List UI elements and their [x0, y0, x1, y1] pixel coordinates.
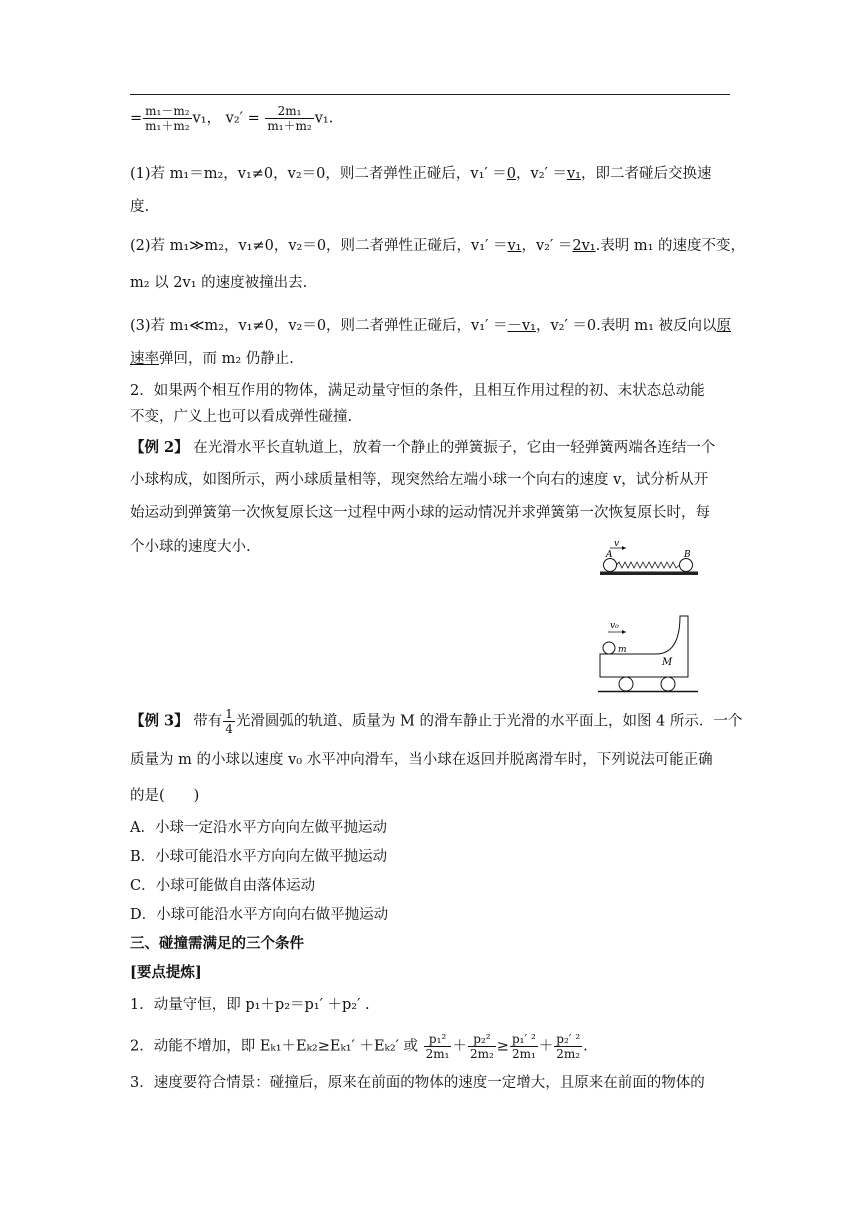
section-3-title: 三、碰撞需满足的三个条件	[130, 935, 304, 952]
case-3-answer-2: 原	[716, 318, 732, 334]
energy-fraction-2: $\frac{\text{p₂²}}{\text{2m₂}}$	[469, 1032, 494, 1061]
cart-wheel-left	[619, 677, 633, 691]
paragraph-2-line-1: 2．如果两个相互作用的物体，满足动量守恒的条件，且相互作用过程的初、末状态总动能	[130, 383, 705, 399]
header-rule	[130, 94, 730, 95]
v0-arrowhead	[622, 630, 626, 634]
option-a: A．小球一定沿水平方向向左做平抛运动	[130, 820, 387, 836]
example-3-tag: 【例 3】	[130, 712, 189, 730]
quarter-fraction: $\frac{1}{4}$	[225, 707, 233, 736]
example-2-line-3: 始运动到弹簧第一次恢复原长这一过程中两小球的运动情况并求弹簧第一次恢复原长时，每	[130, 505, 710, 521]
case-2-line-1: (2)若 m₁≫m₂，v₁≠0，v₂＝0，则二者弹性正碰后，v₁′ ＝v₁，v₂′ ＝2v₁.表明 m₁ 的速度不变，	[130, 238, 746, 254]
case-3-answer-3: 速率	[130, 351, 159, 367]
case-3-line-2: 速率弹回，而 m₂ 仍静止.	[130, 351, 294, 367]
ball-b	[680, 559, 693, 572]
case-1-answer-2: v₁	[566, 166, 581, 182]
formula-lead: =	[130, 110, 143, 127]
velocity-arrowhead	[622, 546, 626, 550]
energy-fraction-1: $\frac{\text{p₁²}}{\text{2m₁}}$	[425, 1032, 450, 1061]
ball-mass-label: m	[618, 645, 627, 655]
track-surface	[600, 572, 698, 576]
cart-mass-label: M	[662, 657, 673, 668]
energy-fraction-3: $\frac{\text{p₁′ ²}}{\text{2m₁}}$	[511, 1032, 536, 1061]
spring	[617, 562, 680, 568]
velocity-formula	[130, 104, 730, 133]
velocity-label: v	[614, 539, 620, 549]
case-1-line-1: (1)若 m₁＝m₂，v₁≠0，v₂＝0，则二者弹性正碰后，v₁′ ＝0，v₂′ ＝v₁，即二者碰后交换速	[130, 166, 712, 182]
case-1-answer-1: 0	[506, 166, 517, 182]
example-2-line-4: 个小球的速度大小.	[130, 539, 251, 555]
cart-figure	[596, 614, 702, 694]
case-2-answer-2: 2v₁	[572, 238, 596, 254]
case-2-line-2: m₂ 以 2v₁ 的速度被撞出去.	[130, 275, 308, 291]
v0-label: v₀	[610, 621, 619, 631]
example-3-line-2: 质量为 m 的小球以速度 v₀ 水平冲向滑车，当小球在返回并脱离滑车时，下列说法可能正确	[130, 752, 713, 768]
ball-b-label: B	[684, 550, 691, 560]
case-1-line-2: 度.	[130, 199, 150, 215]
case-3-line-1: (3)若 m₁≪m₂，v₁≠0，v₂＝0，则二者弹性正碰后，v₁′ ＝－v₁，v₂′ ＝0.表明 m₁ 被反向以原	[130, 318, 732, 334]
case-3-answer-1: －v₁	[507, 318, 536, 334]
ball-a-label: A	[606, 550, 613, 560]
small-ball	[603, 642, 615, 654]
formula-v2-prime: v₂′ =	[225, 110, 260, 127]
example-2-line-2: 小球构成，如图所示，两小球质量相等，现突然给左端小球一个向右的速度 v，试分析从开	[130, 472, 709, 488]
cart-wheel-right	[661, 677, 675, 691]
condition-3: 3．速度要符合情景：碰撞后，原来在前面的物体的速度一定增大，且原来在前面的物体的	[130, 1075, 705, 1091]
option-d: D．小球可能沿水平方向向右做平抛运动	[130, 907, 389, 923]
spring-oscillator-figure	[596, 538, 702, 578]
case-2-answer-1: v₁	[507, 238, 522, 254]
example-2-line-1: 【例 2】 在光滑水平长直轨道上，放着一个静止的弹簧振子，它由一轻弹簧两端各连结一个	[130, 439, 716, 456]
option-c: C．小球可能做自由落体运动	[130, 878, 316, 894]
paragraph-2-line-2: 不变，广义上也可以看成弹性碰撞.	[130, 409, 353, 425]
condition-2: 2．动能不增加，即 Eₖ₁＋Eₖ₂≥Eₖ₁′ ＋Eₖ₂′ 或 $\frac{\text{p₁²}}{\text{2m₁}}$ ＋ $\frac{\text{p₂²}}{\text{2m₂}}$ ≥ $\frac{\text{p₁′ ²}}{\text{2m₁}}$ ＋ $\frac{\text{p₂′ ²}}{\text{2m₂}}$ .	[130, 1032, 588, 1061]
formula-tail: v₁.	[314, 110, 334, 127]
fraction-v1-coefficient: $\frac{\text{m₁－m₂}}{\text{m₁＋m₂}}$	[145, 104, 190, 133]
formula-v1: v₁，	[192, 110, 222, 127]
option-b: B．小球可能沿水平方向向左做平抛运动	[130, 849, 388, 865]
key-points-label: [要点提炼]	[130, 964, 202, 981]
condition-1: 1．动量守恒，即 p₁＋p₂＝p₁′ ＋p₂′ .	[130, 997, 370, 1013]
fraction-v2-coefficient: $\frac{\text{2m₁}}{\text{m₁＋m₂}}$	[267, 104, 312, 133]
example-3-line-3: 的是( )	[130, 788, 200, 804]
energy-fraction-4: $\frac{\text{p₂′ ²}}{\text{2m₂}}$	[556, 1032, 581, 1061]
example-2-tag: 【例 2】	[130, 439, 189, 456]
example-3-line-1: 【例 3】 带有 $\frac{1}{4}$ 光滑圆弧的轨道、质量为 M 的滑车静止于光滑的水平面上，如图 4 所示．一个	[130, 707, 743, 736]
ball-a	[604, 559, 617, 572]
